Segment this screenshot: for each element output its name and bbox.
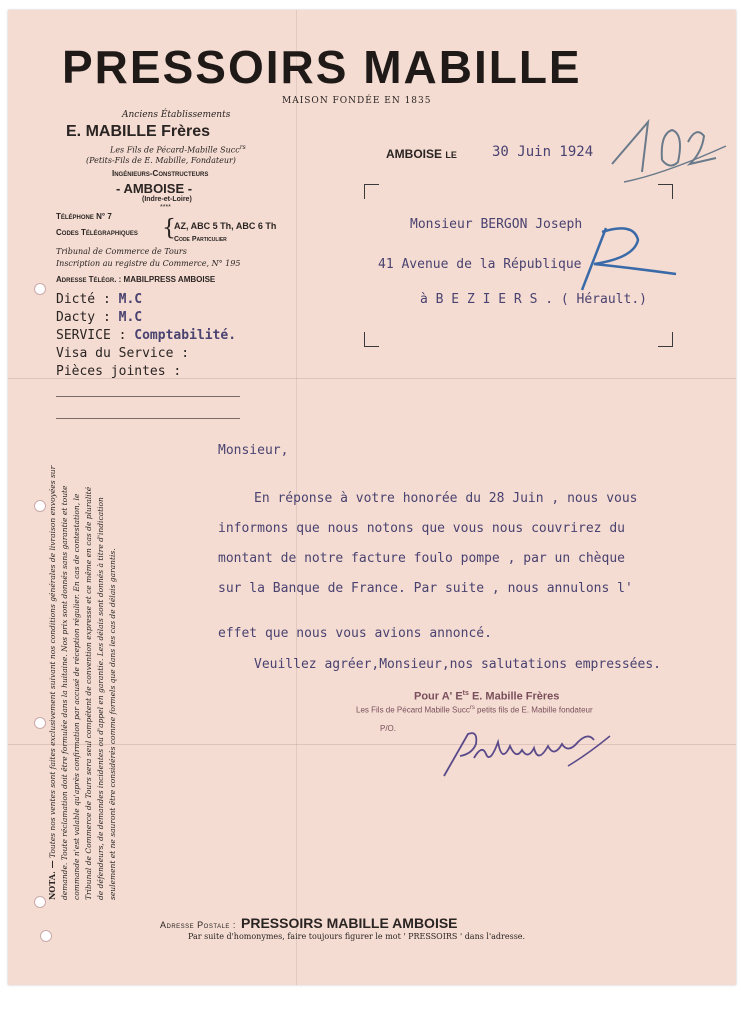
tribunal-line: Tribunal de Commerce de Tours [56, 247, 187, 256]
body-line: En réponse à votre honorée du 28 Juin , nous vous [254, 491, 638, 506]
handwritten-number-text [618, 122, 621, 123]
signature-stamp-line: Les Fils de Pécard Mabille Succ$^{rs}$ petits fils de E. Mabille fondateur [356, 705, 593, 715]
anciens-line: Anciens Établissements [122, 110, 231, 120]
nota-block: NOTA. — Toutes nos ventes sont faites exclusivement suivant nos conditions générales de livraison envoyées sur demande. Toute réclamation doit être formulée dans la huitaine. Nos prix sont donnés sans garantie et toute commande n'est valable qu'après confirmation par accusé de réception régulier. En cas de contestation, le Tribunal de Commerce de Tours sera seul compétent de convention expresse et ce même en cas de pluralité de défendeurs, de demandes incidentes ou d'appel en garantie. Les délais sont donnés à titre d'indication seulement et ne sauront être considérés comme formels que dans les cas de délais garantis. [47, 465, 117, 900]
service-field: SERVICE : Comptabilité. [56, 328, 237, 343]
body-line: sur la Banque de France. Par suite , nous annulons l' [218, 581, 633, 596]
punch-hole [34, 283, 46, 295]
visa-field: Visa du Service : [56, 346, 190, 361]
rule [56, 418, 240, 419]
pieces-field: Pièces jointes : [56, 364, 182, 379]
codes-label: Codes Télégraphiques [56, 228, 138, 237]
window-corner [364, 184, 379, 199]
codes-value: AZ, ABC 5 Th, ABC 6 Th [174, 221, 277, 231]
footer-note: Par suite d'homonymes, faire toujours figurer le mot ' PRESSOIRS ' dans l'adresse. [188, 932, 526, 941]
punch-hole [34, 896, 46, 908]
dicte-field: Dicté : M.C [56, 292, 143, 307]
founded-line: MAISON FONDÉE EN 1835 [282, 96, 432, 106]
recipient-street: 41 Avenue de la République [378, 257, 582, 272]
nota-label: NOTA. — [47, 860, 57, 900]
brace-icon: { [162, 216, 176, 241]
salutation: Monsieur, [218, 443, 289, 458]
footer-address: Adresse Postale : PRESSOIRS MABILLE AMBOISE [160, 915, 458, 931]
body-line: effet que nous vous avions annoncé. [218, 626, 492, 641]
punch-hole [34, 500, 46, 512]
dateline-place: AMBOISE LE [386, 147, 457, 161]
recipient-name: Monsieur BERGON Joseph [410, 217, 583, 232]
punch-hole [34, 717, 46, 729]
per-procuration: P/O. [380, 724, 397, 733]
telegraph-address: Adresse Télégr. : MABILPRESS AMBOISE [56, 275, 216, 284]
window-corner [658, 184, 673, 199]
recipient-city: à B E Z I E R S . ( Hérault.) [420, 292, 647, 307]
body-line: informons que nous notons que vous nous couvrirez du [218, 521, 625, 536]
city-line: - AMBOISE - [116, 181, 193, 196]
successors-line: Les Fils de Pécard-Mabille Succ$^{rs}$ [110, 144, 246, 155]
handwritten-r-mark [572, 218, 682, 298]
handwritten-signature [438, 724, 618, 784]
signature-text [460, 740, 465, 741]
codes-particulier: Code Particulier [174, 236, 227, 243]
grandsons-line: (Petits-Fils de E. Mabille, Fondateur) [86, 156, 236, 165]
signature-stamp-line: Pour A' $E^{ts}$ E. Mabille Frères [414, 690, 560, 703]
letter-date: 30 Juin 1924 [492, 144, 594, 160]
window-corner [658, 332, 673, 347]
dacty-field: Dacty : M.C [56, 310, 143, 325]
stars-line: **** [160, 204, 171, 211]
handwritten-number-mark [604, 112, 734, 192]
body-line: montant de notre facture foulo pompe , par un chèque [218, 551, 625, 566]
closing-line: Veuillez agréer,Monsieur,nos salutations empressées. [254, 657, 661, 672]
registre-line: Inscription au registre du Commerce, N° 195 [56, 259, 241, 268]
window-corner [364, 332, 379, 347]
brand-title: PRESSOIRS MABILLE [62, 41, 582, 93]
region-line: (Indre-et-Loire) [142, 196, 192, 203]
engineers-line: Ingénieurs-Constructeurs [112, 169, 209, 178]
rule [56, 396, 240, 397]
punch-hole [40, 930, 52, 942]
phone-label: Téléphone N° 7 [56, 212, 112, 221]
company-name: E. MABILLE Frères [66, 123, 211, 140]
